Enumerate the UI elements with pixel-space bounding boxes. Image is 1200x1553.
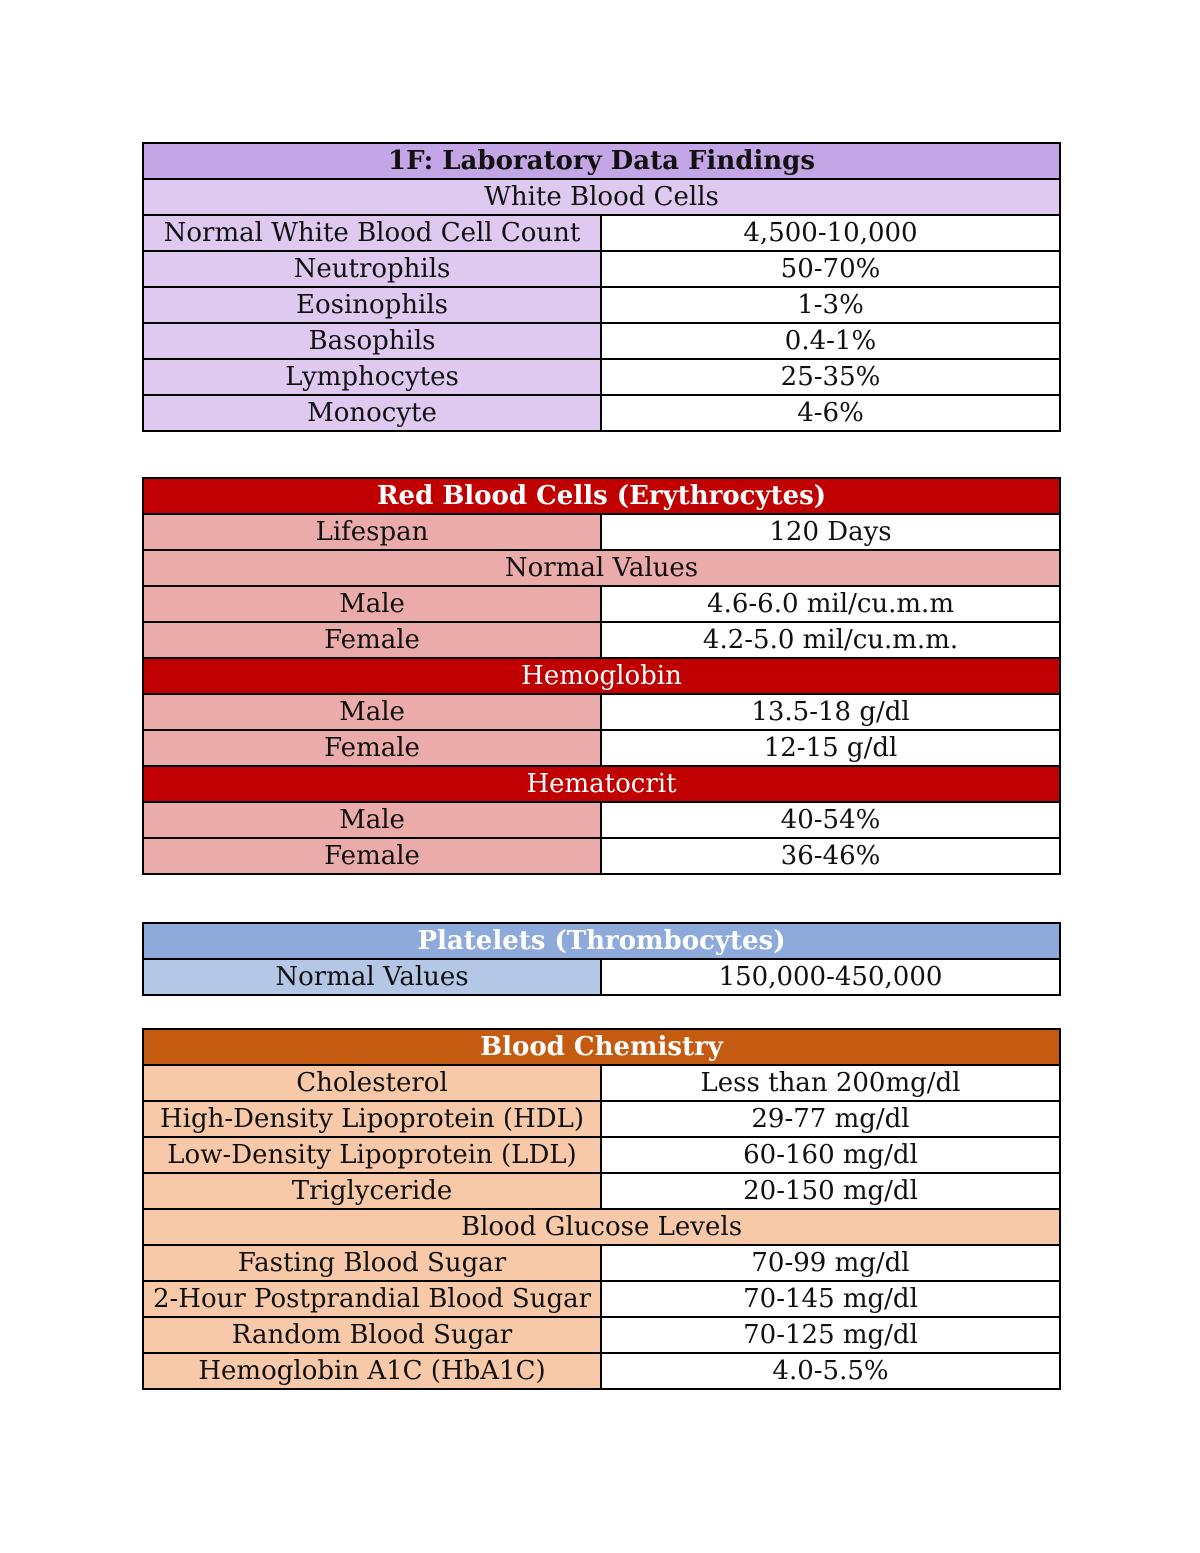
table-row — [143, 1173, 1060, 1209]
row-value: 0.4-1% — [601, 323, 1060, 359]
table-row — [143, 959, 1060, 995]
section-heading: Normal Values — [143, 550, 1060, 586]
row-value: 4.2-5.0 mil/cu.m.m. — [601, 622, 1060, 658]
table-row — [143, 1317, 1060, 1353]
section-title: Blood Chemistry — [143, 1029, 1060, 1065]
row-label: Male — [143, 694, 601, 730]
platelets-table — [142, 922, 1061, 996]
row-value: 60-160 mg/dl — [601, 1137, 1060, 1173]
table-row — [143, 179, 1060, 215]
table-row — [143, 1353, 1060, 1389]
table-row — [143, 550, 1060, 586]
document-title: 1F: Laboratory Data Findings — [143, 143, 1060, 179]
row-label: Eosinophils — [143, 287, 601, 323]
row-label: Lymphocytes — [143, 359, 601, 395]
table-row — [143, 251, 1060, 287]
table-row — [143, 478, 1060, 514]
row-value: 70-145 mg/dl — [601, 1281, 1060, 1317]
row-label: Monocyte — [143, 395, 601, 431]
row-value: 50-70% — [601, 251, 1060, 287]
row-label: Triglyceride — [143, 1173, 601, 1209]
row-value: 25-35% — [601, 359, 1060, 395]
white-blood-cells-table — [142, 142, 1061, 432]
table-row — [143, 395, 1060, 431]
table-row — [143, 1137, 1060, 1173]
row-label: 2-Hour Postprandial Blood Sugar — [143, 1281, 601, 1317]
row-label: Male — [143, 586, 601, 622]
section-title: Platelets (Thrombocytes) — [143, 923, 1060, 959]
row-label: Female — [143, 730, 601, 766]
section-title: Red Blood Cells (Erythrocytes) — [143, 478, 1060, 514]
row-value: 13.5-18 g/dl — [601, 694, 1060, 730]
table-row — [143, 1245, 1060, 1281]
row-label: Normal Values — [143, 959, 601, 995]
red-blood-cells-table — [142, 477, 1061, 875]
section-heading: Blood Glucose Levels — [143, 1209, 1060, 1245]
table-row — [143, 1029, 1060, 1065]
row-value: 40-54% — [601, 802, 1060, 838]
row-value: 29-77 mg/dl — [601, 1101, 1060, 1137]
table-row — [143, 1065, 1060, 1101]
row-value: 4.6-6.0 mil/cu.m.m — [601, 586, 1060, 622]
table-row — [143, 1101, 1060, 1137]
table-row — [143, 514, 1060, 550]
row-label: Hemoglobin A1C (HbA1C) — [143, 1353, 601, 1389]
row-label: Random Blood Sugar — [143, 1317, 601, 1353]
table-row — [143, 323, 1060, 359]
table-row — [143, 923, 1060, 959]
row-label: Cholesterol — [143, 1065, 601, 1101]
section-heading: Hematocrit — [143, 766, 1060, 802]
row-label: Female — [143, 838, 601, 874]
blood-chemistry-table — [142, 1028, 1061, 1390]
table-row — [143, 143, 1060, 179]
row-label: Female — [143, 622, 601, 658]
row-value: 70-99 mg/dl — [601, 1245, 1060, 1281]
table-row — [143, 802, 1060, 838]
table-row — [143, 215, 1060, 251]
row-value: Less than 200mg/dl — [601, 1065, 1060, 1101]
table-row — [143, 658, 1060, 694]
row-label: Male — [143, 802, 601, 838]
row-value: 20-150 mg/dl — [601, 1173, 1060, 1209]
table-row — [143, 1281, 1060, 1317]
row-label: Fasting Blood Sugar — [143, 1245, 601, 1281]
row-label: Normal White Blood Cell Count — [143, 215, 601, 251]
table-row — [143, 287, 1060, 323]
row-value: 4.0-5.5% — [601, 1353, 1060, 1389]
row-label: Low-Density Lipoprotein (LDL) — [143, 1137, 601, 1173]
row-value: 12-15 g/dl — [601, 730, 1060, 766]
table-row — [143, 694, 1060, 730]
row-label: High-Density Lipoprotein (HDL) — [143, 1101, 601, 1137]
table-row — [143, 838, 1060, 874]
row-value: 1-3% — [601, 287, 1060, 323]
section-heading: White Blood Cells — [143, 179, 1060, 215]
row-value: 70-125 mg/dl — [601, 1317, 1060, 1353]
row-value: 150,000-450,000 — [601, 959, 1060, 995]
row-label: Lifespan — [143, 514, 601, 550]
table-row — [143, 730, 1060, 766]
row-value: 36-46% — [601, 838, 1060, 874]
row-value: 4-6% — [601, 395, 1060, 431]
row-label: Neutrophils — [143, 251, 601, 287]
row-value: 4,500-10,000 — [601, 215, 1060, 251]
row-label: Basophils — [143, 323, 601, 359]
table-row — [143, 359, 1060, 395]
section-heading: Hemoglobin — [143, 658, 1060, 694]
table-row — [143, 622, 1060, 658]
row-value: 120 Days — [601, 514, 1060, 550]
table-row — [143, 766, 1060, 802]
table-row — [143, 1209, 1060, 1245]
table-row — [143, 586, 1060, 622]
